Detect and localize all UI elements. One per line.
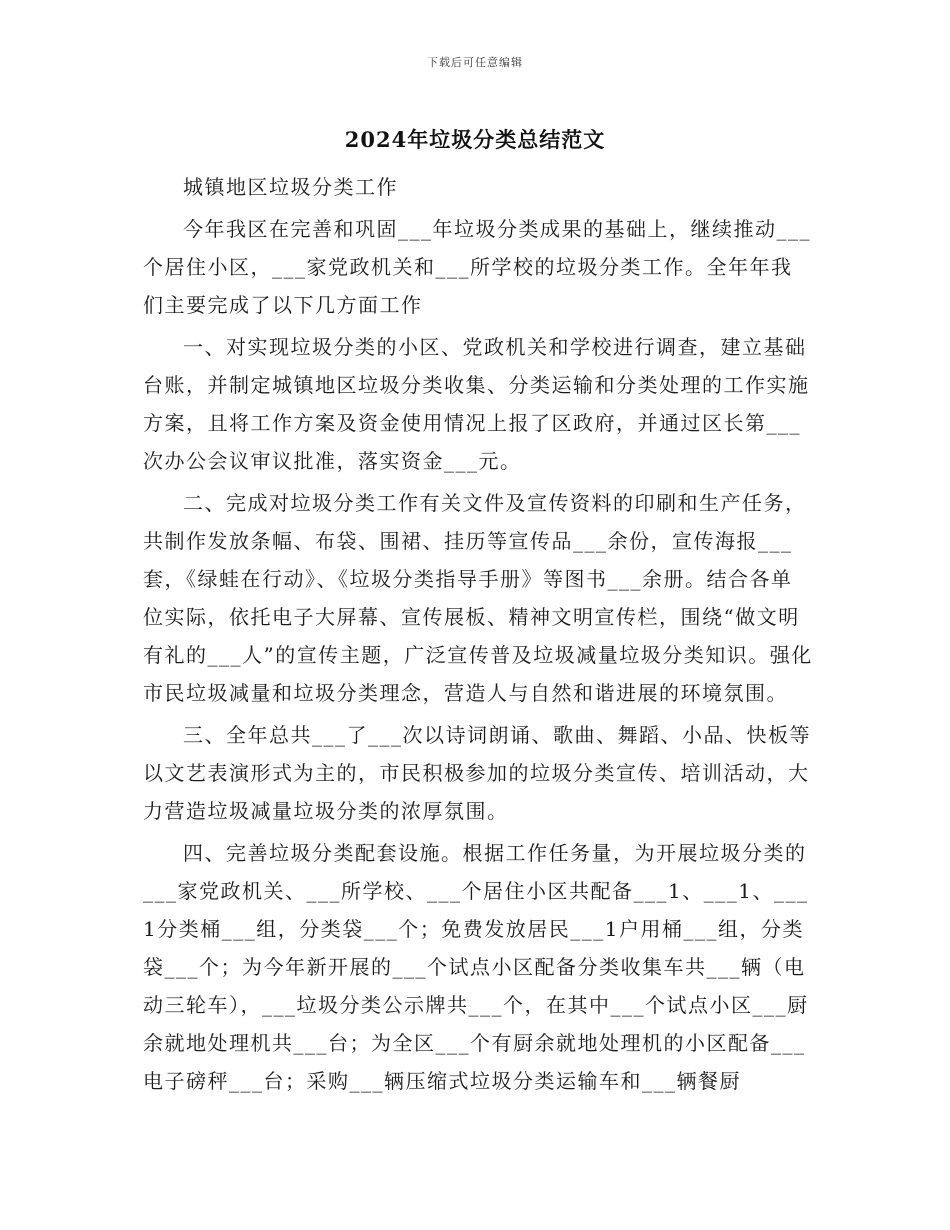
paragraph-intro: 今年我区在完善和巩固___年垃圾分类成果的基础上，继续推动___个居住小区，___家党政机关和___所学校的垃圾分类工作。全年年我们主要完成了以下几方面工作 xyxy=(143,217,811,317)
paragraph-item-1: 一、对实现垃圾分类的小区、党政机关和学校进行调查，建立基础台账，并制定城镇地区垃圾分类收集、分类运输和分类处理的工作实施方案，且将工作方案及资金使用情况上报了区政府，并通过区长第___次办公会议审议批准，落实资金___元。 xyxy=(143,335,810,473)
download-note: 下载后可任意编辑 xyxy=(427,56,523,69)
paragraph-item-2: 二、完成对垃圾分类工作有关文件及宣传资料的印刷和生产任务，共制作发放条幅、布袋、围裙、挂历等宣传品___余份，宣传海报___套，《绿蛙在行动》、《垃圾分类指导手册》等图书___余册。结合各单位实际，依托电子大屏幕、宣传展板、精神文明宣传栏，围绕“做文明有礼的___人”的宣传主题，广泛宣传普及垃圾减量垃圾分类知识。强化市民垃圾减量和垃圾分类理念，营造人与自然和谐进展的环境氛围。 xyxy=(143,491,813,705)
paragraph-item-3: 三、全年总共___了___次以诗词朗诵、歌曲、舞蹈、小品、快板等以文艺表演形式为主的，市民积极参加的垃圾分类宣传、培训活动，大力营造垃圾减量垃圾分类的浓厚氛围。 xyxy=(143,723,811,823)
document-body xyxy=(143,168,813,1104)
paragraph-section-heading: 城镇地区垃圾分类工作 xyxy=(183,175,398,199)
document-title: 2024年垃圾分类总结范文 xyxy=(344,127,606,152)
paragraph-item-4: 四、完善垃圾分类配套设施。根据工作任务量，为开展垃圾分类的___家党政机关、___所学校、___个居住小区共配备___1、___1、___1分类桶___组，分类袋___个；免费发放居民___1户用桶___组，分类袋___个；为今年新开展的___个试点小区配备分类收集车共___辆（电动三轮车），___垃圾分类公示牌共___个，在其中___个试点小区___厨余就地处理机共___台；为全区___个有厨余就地处理机的小区配备___电子磅秤___台；采购___辆压缩式垃圾分类运输车和___辆餐厨 xyxy=(143,841,809,1093)
